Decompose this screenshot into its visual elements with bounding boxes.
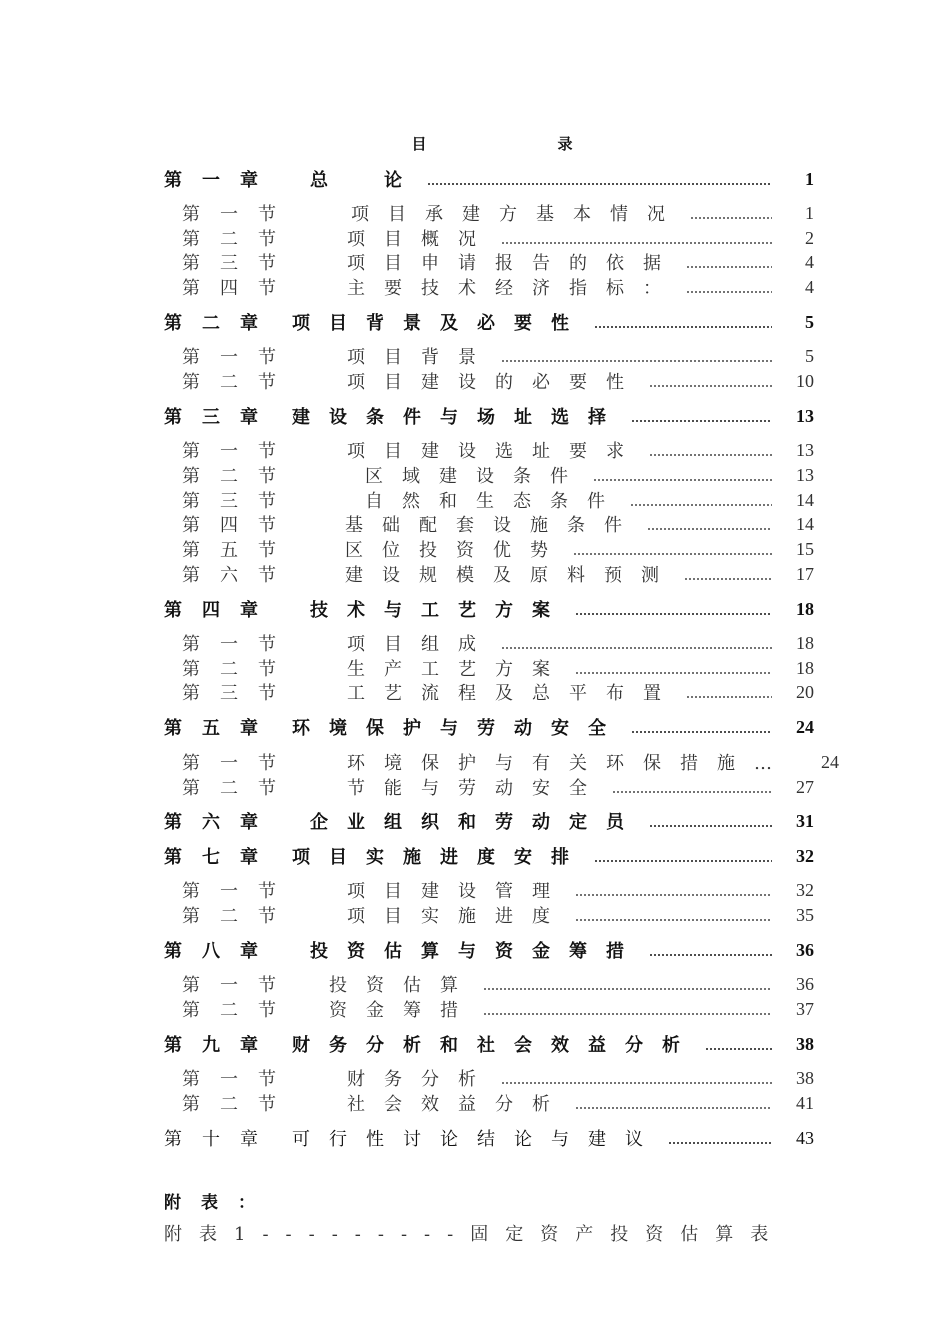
toc-entry-number: 第三章 xyxy=(164,407,278,428)
toc-entry-title: 项目概况 xyxy=(347,229,495,250)
toc-section-entry[interactable] xyxy=(182,488,814,512)
toc-section-entry[interactable] xyxy=(182,369,814,393)
toc-entry-title: 项目建设管理 xyxy=(347,881,569,902)
toc-page-number: 24 xyxy=(796,716,814,737)
toc-page-number: 20 xyxy=(796,681,814,702)
toc-title: 目 录 xyxy=(411,135,631,153)
leader-dots xyxy=(575,613,772,615)
toc-entry-title: 建设条件与场址选择 xyxy=(292,407,625,428)
toc-page-number: 13 xyxy=(796,405,814,426)
toc-page-number: 41 xyxy=(796,1092,814,1113)
toc-chapter-entry[interactable] xyxy=(164,938,814,962)
leader-dots xyxy=(501,360,772,362)
toc-entry-title: 社会效益分析 xyxy=(347,1094,569,1115)
toc-entry-title: 项目组成 xyxy=(347,634,495,655)
toc-entry-number: 第二节 xyxy=(182,1094,296,1115)
toc-page-number: 37 xyxy=(796,998,814,1019)
toc-entry-title: 区域建设条件 xyxy=(365,466,587,487)
toc-page-number: 13 xyxy=(796,439,814,460)
toc-page-number: 24 xyxy=(821,751,839,772)
leader-dots xyxy=(690,217,772,219)
leader-dots xyxy=(649,454,772,456)
toc-entry-number: 第一节 xyxy=(182,753,296,774)
leader-dots xyxy=(631,731,772,733)
toc-page-number: 14 xyxy=(796,489,814,510)
toc-page-number: 36 xyxy=(796,939,814,960)
toc-section-entry[interactable] xyxy=(182,878,814,902)
toc-entry-title: 区位投资优势 xyxy=(345,540,567,561)
toc-entry-number: 第一节 xyxy=(182,975,296,996)
toc-page-number: 4 xyxy=(805,276,814,297)
toc-entry-title: 项目背景 xyxy=(347,347,495,368)
appendix-item: 附表1---------固定资产投资估算表 xyxy=(164,1224,786,1245)
leader-dots xyxy=(594,860,772,862)
toc-entry-title: 工艺流程及总平布置 xyxy=(347,683,680,704)
toc-chapter-entry[interactable] xyxy=(164,715,814,739)
toc-entry-number: 第二节 xyxy=(182,1000,296,1021)
toc-page-number: 4 xyxy=(805,251,814,272)
leader-dots xyxy=(649,825,772,827)
toc-entry-number: 第四章 xyxy=(164,600,278,621)
toc-entry-number: 第四节 xyxy=(182,515,296,536)
toc-page-number: 32 xyxy=(796,879,814,900)
toc-page-number: 27 xyxy=(796,776,814,797)
leader-dots xyxy=(631,420,772,422)
toc-page-number: 14 xyxy=(796,513,814,534)
toc-section-entry[interactable] xyxy=(182,972,814,996)
leader-dots xyxy=(686,266,772,268)
toc-entry-number: 第二节 xyxy=(182,659,296,680)
toc-entry-title: 项目承建方基本情况 xyxy=(351,204,684,225)
toc-chapter-entry[interactable] xyxy=(164,1032,814,1056)
toc-entry-title: 建设规模及原料预测 xyxy=(345,565,678,586)
toc-section-entry[interactable] xyxy=(182,680,814,704)
toc-page-number: 5 xyxy=(805,311,814,332)
leader-dots xyxy=(593,479,772,481)
toc-page-number: 18 xyxy=(796,657,814,678)
toc-section-entry[interactable] xyxy=(182,512,814,536)
toc-section-entry[interactable] xyxy=(182,463,814,487)
toc-entry-number: 第二节 xyxy=(182,778,296,799)
leader-dots xyxy=(686,696,772,698)
toc-entry-number: 第一节 xyxy=(182,634,296,655)
toc-section-entry[interactable] xyxy=(182,250,814,274)
toc-entry-number: 第十章 xyxy=(164,1129,278,1150)
toc-page-number: 15 xyxy=(796,538,814,559)
leader-dots xyxy=(427,183,772,185)
toc-page-number: 1 xyxy=(805,202,814,223)
leader-dots xyxy=(575,1107,772,1109)
toc-section-entry[interactable] xyxy=(182,656,814,680)
toc-entry-number: 第一章 xyxy=(164,170,278,191)
toc-section-entry[interactable] xyxy=(182,201,814,225)
toc-section-entry[interactable] xyxy=(182,537,814,561)
toc-entry-title: 环境保护与有关环保措施… xyxy=(347,753,791,774)
toc-page-number: 35 xyxy=(796,904,814,925)
toc-entry-title: 投资估算 xyxy=(329,975,477,996)
leader-dots xyxy=(647,528,772,530)
leader-dots xyxy=(649,385,772,387)
toc-entry-number: 第二节 xyxy=(182,906,296,927)
toc-entry-title: 生产工艺方案 xyxy=(347,659,569,680)
toc-entry-number: 第二节 xyxy=(182,466,296,487)
toc-entry-title: 财务分析和社会效益分析 xyxy=(292,1035,699,1056)
toc-entry-title: 基础配套设施条件 xyxy=(345,515,641,536)
leader-dots xyxy=(575,919,772,921)
leader-dots xyxy=(649,954,772,956)
toc-entry-title: 项目建设的必要性 xyxy=(347,372,643,393)
leader-dots xyxy=(501,1082,772,1084)
toc-section-entry[interactable] xyxy=(182,750,839,774)
toc-entry-title: 项目申请报告的依据 xyxy=(347,253,680,274)
toc-entry-title: 主要技术经济指标： xyxy=(347,278,680,299)
leader-dots xyxy=(630,504,772,506)
toc-section-entry[interactable] xyxy=(182,344,814,368)
toc-section-entry[interactable] xyxy=(182,903,814,927)
leader-dots xyxy=(705,1048,772,1050)
toc-section-entry[interactable] xyxy=(182,438,814,462)
toc-entry-title: 企业组织和劳动定员 xyxy=(310,812,643,833)
toc-entry-title: 项目背景及必要性 xyxy=(292,313,588,334)
leader-dots xyxy=(594,326,772,328)
toc-entry-title: 项目建设选址要求 xyxy=(347,441,643,462)
toc-chapter-entry[interactable] xyxy=(164,404,814,428)
appendix-label: 附表： xyxy=(164,1193,275,1213)
toc-entry-title: 技术与工艺方案 xyxy=(310,600,569,621)
toc-section-entry[interactable] xyxy=(182,631,814,655)
toc-entry-title: 项目实施进度 xyxy=(347,906,569,927)
toc-entry-number: 第一节 xyxy=(182,204,296,225)
toc-page-number: 17 xyxy=(796,563,814,584)
toc-entry-number: 第八章 xyxy=(164,941,278,962)
toc-section-entry[interactable] xyxy=(182,775,814,799)
toc-page-number: 2 xyxy=(805,227,814,248)
toc-section-entry[interactable] xyxy=(182,1066,814,1090)
toc-page-number: 18 xyxy=(796,598,814,619)
toc-section-entry[interactable] xyxy=(182,226,814,250)
toc-page-number: 36 xyxy=(796,973,814,994)
toc-entry-title: 节能与劳动安全 xyxy=(347,778,606,799)
leader-dots xyxy=(501,242,772,244)
toc-entry-number: 第四节 xyxy=(182,278,296,299)
toc-page-number: 10 xyxy=(796,370,814,391)
toc-page-number: 1 xyxy=(805,168,814,189)
toc-chapter-entry[interactable] xyxy=(164,310,814,334)
toc-section-entry[interactable] xyxy=(182,275,814,299)
toc-chapter-entry[interactable] xyxy=(164,597,814,621)
leader-dots xyxy=(668,1142,772,1144)
toc-chapter-entry[interactable] xyxy=(164,844,814,868)
toc-entry-title: 投资估算与资金筹措 xyxy=(310,941,643,962)
toc-entry-title: 总 论 xyxy=(310,170,421,191)
toc-page-number: 38 xyxy=(796,1033,814,1054)
toc-entry-number: 第三节 xyxy=(182,253,296,274)
toc-page-number: 32 xyxy=(796,845,814,866)
toc-entry-number: 第六章 xyxy=(164,812,278,833)
toc-entry-number: 第七章 xyxy=(164,847,278,868)
toc-section-entry[interactable] xyxy=(182,562,814,586)
toc-chapter-entry[interactable] xyxy=(164,167,814,191)
toc-entry-title: 项目实施进度安排 xyxy=(292,847,588,868)
toc-entry-number: 第九章 xyxy=(164,1035,278,1056)
toc-chapter-entry[interactable] xyxy=(164,1126,814,1150)
leader-dots xyxy=(483,1013,772,1015)
toc-section-entry[interactable] xyxy=(182,1091,814,1115)
toc-page-number: 5 xyxy=(805,345,814,366)
toc-entry-number: 第六节 xyxy=(182,565,296,586)
toc-section-entry[interactable] xyxy=(182,997,814,1021)
toc-entry-title: 资金筹措 xyxy=(329,1000,477,1021)
toc-entry-title: 财务分析 xyxy=(347,1069,495,1090)
leader-dots xyxy=(575,894,772,896)
toc-entry-number: 第一节 xyxy=(182,347,296,368)
leader-dots xyxy=(612,791,772,793)
toc-entry-number: 第二节 xyxy=(182,372,296,393)
toc-chapter-entry[interactable] xyxy=(164,809,814,833)
toc-entry-number: 第一节 xyxy=(182,441,296,462)
toc-entry-number: 第五节 xyxy=(182,540,296,561)
toc-page-number: 13 xyxy=(796,464,814,485)
toc-entry-number: 第一节 xyxy=(182,881,296,902)
toc-page-number: 31 xyxy=(796,810,814,831)
leader-dots xyxy=(684,578,772,580)
leader-dots xyxy=(575,672,772,674)
toc-entry-number: 第二章 xyxy=(164,313,278,334)
toc-entry-title: 环境保护与劳动安全 xyxy=(292,718,625,739)
leader-dots xyxy=(501,647,772,649)
toc-entry-title: 自然和生态条件 xyxy=(365,491,624,512)
leader-dots xyxy=(686,291,772,293)
toc-entry-number: 第一节 xyxy=(182,1069,296,1090)
toc-entry-number: 第二节 xyxy=(182,229,296,250)
toc-entry-number: 第三节 xyxy=(182,683,296,704)
leader-dots xyxy=(483,988,772,990)
toc-entry-number: 第三节 xyxy=(182,491,296,512)
toc-page-number: 18 xyxy=(796,632,814,653)
toc-page-number: 43 xyxy=(796,1127,814,1148)
leader-dots xyxy=(573,553,772,555)
toc-page-number: 38 xyxy=(796,1067,814,1088)
toc-entry-title: 可行性讨论结论与建议 xyxy=(292,1129,662,1150)
toc-entry-number: 第五章 xyxy=(164,718,278,739)
